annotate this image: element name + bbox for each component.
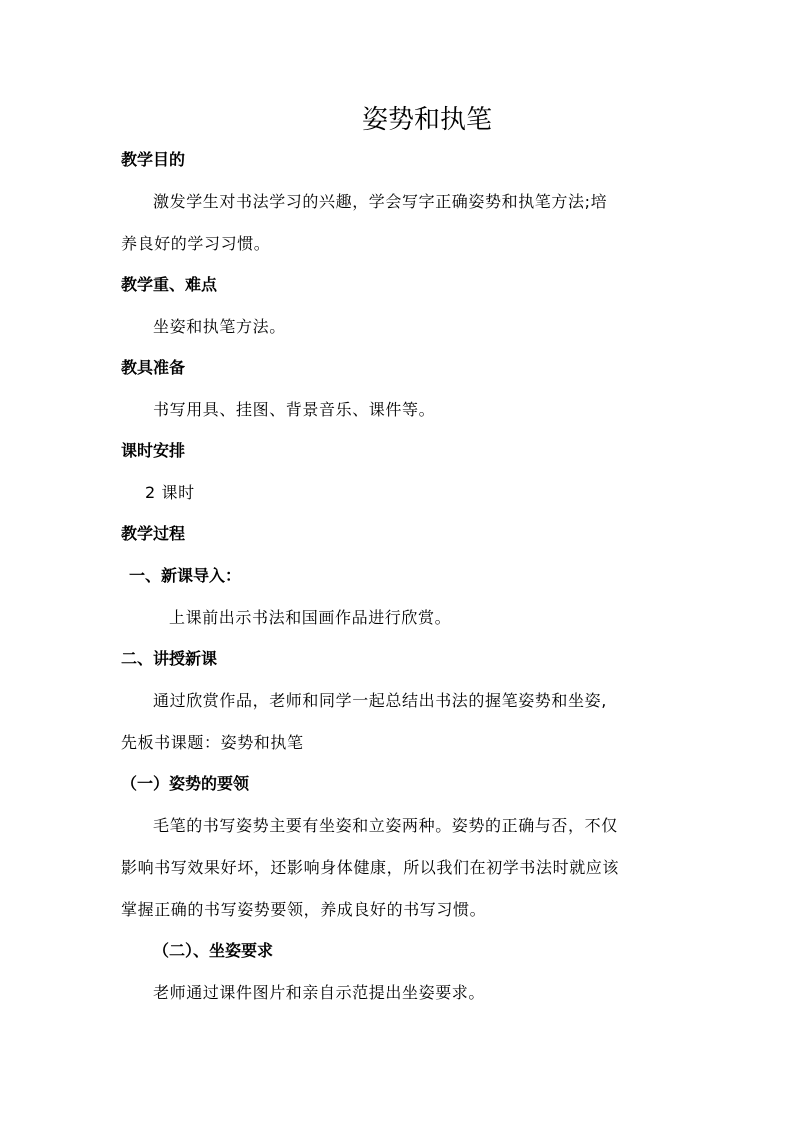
document-title: 姿势和执笔 bbox=[361, 105, 492, 135]
heading-posture-essentials: （一）姿势的要领 bbox=[121, 774, 250, 793]
heading-schedule: 课时安排 bbox=[121, 441, 186, 460]
paragraph-objective-line-1: 激发学生对书法学习的兴趣，学会写字正确姿势和执笔方法;培 bbox=[153, 192, 608, 211]
paragraph-posture-line-2: 影响书写效果好坏，还影响身体健康，所以我们在初学书法时就应该 bbox=[121, 858, 620, 877]
paragraph-new-lesson-line-1: 通过欣赏作品，老师和同学一起总结出书法的握笔姿势和坐姿, bbox=[153, 691, 607, 710]
heading-intro: 一、新课导入： bbox=[129, 566, 242, 585]
paragraph-posture-line-1: 毛笔的书写姿势主要有坐姿和立姿两种。姿势的正确与否，不仅 bbox=[153, 816, 618, 835]
heading-new-lesson: 二、讲授新课 bbox=[121, 649, 218, 668]
heading-objective: 教学目的 bbox=[121, 150, 186, 169]
paragraph-posture-line-3: 掌握正确的书写姿势要领，养成良好的书写习惯。 bbox=[121, 900, 487, 919]
paragraph-sitting: 老师通过课件图片和亲自示范提出坐姿要求。 bbox=[153, 983, 486, 1002]
paragraph-schedule: 2 课时 bbox=[145, 483, 195, 502]
paragraph-intro: 上课前出示书法和国画作品进行欣赏。 bbox=[169, 608, 452, 627]
paragraph-focus: 坐姿和执笔方法。 bbox=[153, 317, 286, 336]
heading-focus: 教学重、难点 bbox=[121, 275, 218, 294]
paragraph-materials: 书写用具、挂图、背景音乐、课件等。 bbox=[153, 400, 436, 419]
heading-sitting-requirements: （二）、坐姿要求 bbox=[153, 941, 274, 960]
paragraph-new-lesson-line-2: 先板书课题：姿势和执笔 bbox=[121, 733, 304, 752]
paragraph-objective-line-2: 养良好的学习习惯。 bbox=[121, 234, 271, 253]
heading-process: 教学过程 bbox=[121, 524, 186, 543]
heading-materials: 教具准备 bbox=[121, 358, 186, 377]
